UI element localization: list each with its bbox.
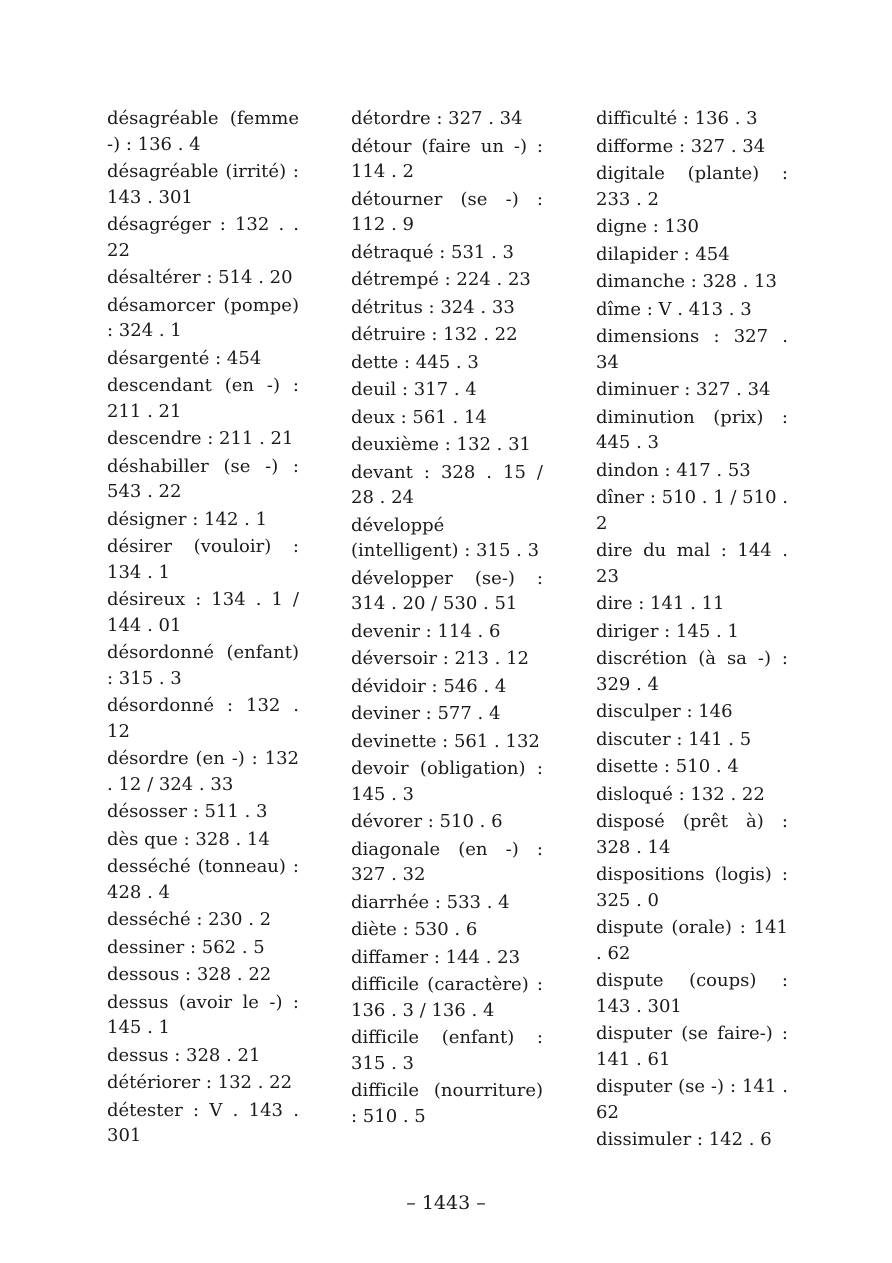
index-entry: dire : 141 . 11 [596,593,725,614]
index-entry: détester : V . 143 . 301 [107,1099,299,1146]
index-entry: diminution (prix) : 445 . 3 [596,406,788,453]
index-entry: discuter : 141 . 5 [596,728,752,750]
index-entry: dessus (avoir le -) : 145 . 1 [107,991,299,1038]
index-entry: déshabiller (se -) : 543 . 22 [107,455,299,502]
index-column-2 [351,106,543,1131]
index-entry: discrétion (à sa -) : 329 . 4 [596,648,788,695]
index-entry: dessiner : 562 . 5 [107,936,265,958]
index-entry: désagréable (femme -) : 136 . 4 [107,108,299,155]
index-entry: développer (se-) : 314 . 20 / 530 . 51 [351,567,543,614]
index-entry: disposé (prêt à) : 328 . 14 [596,811,788,858]
index-entry: désireux : 134 . 1 / 144 . 01 [107,589,299,636]
index-entry: devoir (obligation) : 145 . 3 [351,758,543,805]
index-entry: dévidoir : 546 . 4 [351,675,507,697]
index-column-1 [107,106,299,1151]
index-entry: désagréable (irrité) : 143 . 301 [107,161,299,208]
index-entry: dispute (coups) : 143 . 301 [596,970,788,1017]
index-entry: diffamer : 144 . 23 [351,946,521,968]
index-entry: diriger : 145 . 1 [596,620,739,642]
index-entry: disputer (se faire-) : 141 . 61 [596,1023,788,1070]
index-entry: dispositions (logis) : 325 . 0 [596,864,788,911]
index-entry: dissimuler : 142 . 6 [596,1129,772,1150]
index-entry: dilapider : 454 [596,243,730,265]
index-entry: digitale (plante) : 233 . 2 [596,163,788,210]
index-entry: deviner : 577 . 4 [351,703,501,724]
index-entry: désordonné : 132 . 12 [107,695,299,742]
index-entry: dévorer : 510 . 6 [351,811,503,832]
index-entry: déversoir : 213 . 12 [351,648,529,669]
index-entry: disloqué : 132 . 22 [596,783,765,805]
index-entry: disculper : 146 [596,701,733,722]
index-entry: diminuer : 327 . 34 [596,379,771,400]
index-entry: diagonale (en -) : 327 . 32 [351,838,543,885]
index-entry: devinette : 561 . 132 [351,730,540,752]
index-entry: développé (intelligent) : 315 . 3 [351,514,540,561]
index-entry: désirer (vouloir) : 134 . 1 [107,536,299,583]
index-entry: détrempé : 224 . 23 [351,269,531,290]
index-entry: digne : 130 [596,216,699,237]
index-entry: difforme : 327 . 34 [596,135,766,157]
index-entry: désordonné (enfant) : 315 . 3 [107,642,299,689]
index-entry: desséché : 230 . 2 [107,909,272,930]
index-entry: difficile (caractère) : 136 . 3 / 136 . 4 [351,974,543,1021]
index-entry: dimensions : 327 . 34 [596,326,788,373]
index-entry: dire du mal : 144 . 23 [596,540,788,587]
index-entry: détritus : 324 . 33 [351,296,515,318]
index-entry: disputer (se -) : 141 . 62 [596,1076,788,1123]
index-column-3 [596,106,788,1155]
index-entry: desséché (tonneau) : 428 . 4 [107,856,299,903]
index-entry: dessous : 328 . 22 [107,964,272,985]
index-entry: deux : 561 . 14 [351,406,487,428]
index-entry: dette : 445 . 3 [351,351,479,373]
index-entry: diète : 530 . 6 [351,919,478,940]
index-entry: dessus : 328 . 21 [107,1044,261,1066]
index-entry: dîme : V . 413 . 3 [596,298,752,320]
index-entry: détour (faire un -) : 114 . 2 [351,135,543,182]
index-entry: dès que : 328 . 14 [107,828,270,850]
index-entry: devenir : 114 . 6 [351,620,501,642]
index-entry: descendant (en -) : 211 . 21 [107,375,299,422]
index-entry: désaltérer : 514 . 20 [107,267,293,288]
index-entry: désigner : 142 . 1 [107,508,268,530]
index-entry: détraqué : 531 . 3 [351,241,514,263]
index-entry: détruire : 132 . 22 [351,324,518,345]
index-entry: deuil : 317 . 4 [351,379,477,400]
index-entry: désargenté : 454 [107,347,262,369]
index-entry: difficulté : 136 . 3 [596,108,758,129]
index-entry: dimanche : 328 . 13 [596,271,777,292]
index-entry: dispute (orale) : 141 . 62 [596,917,788,964]
index-entry: devant : 328 . 15 / 28 . 24 [351,461,543,508]
index-entry: dindon : 417 . 53 [596,459,751,481]
index-entry: deuxième : 132 . 31 [351,434,531,455]
index-entry: désamorcer (pompe) : 324 . 1 [107,294,299,341]
index-entry: descendre : 211 . 21 [107,428,294,449]
index-entry: détordre : 327 . 34 [351,108,523,129]
index-entry: détériorer : 132 . 22 [107,1072,293,1093]
index-entry: désagréger : 132 . . 22 [107,214,299,261]
index-entry: diarrhée : 533 . 4 [351,891,510,913]
index-entry: difficile (nourriture) : 510 . 5 [351,1080,543,1127]
index-entry: désordre (en -) : 132 . 12 / 324 . 33 [107,748,299,795]
index-entry: désosser : 511 . 3 [107,801,268,822]
index-entry: dîner : 510 . 1 / 510 . 2 [596,487,788,534]
index-entry: détourner (se -) : 112 . 9 [351,188,543,235]
page-number: – 1443 – [406,1192,486,1214]
index-entry: disette : 510 . 4 [596,756,739,777]
index-entry: difficile (enfant) : 315 . 3 [351,1027,543,1074]
